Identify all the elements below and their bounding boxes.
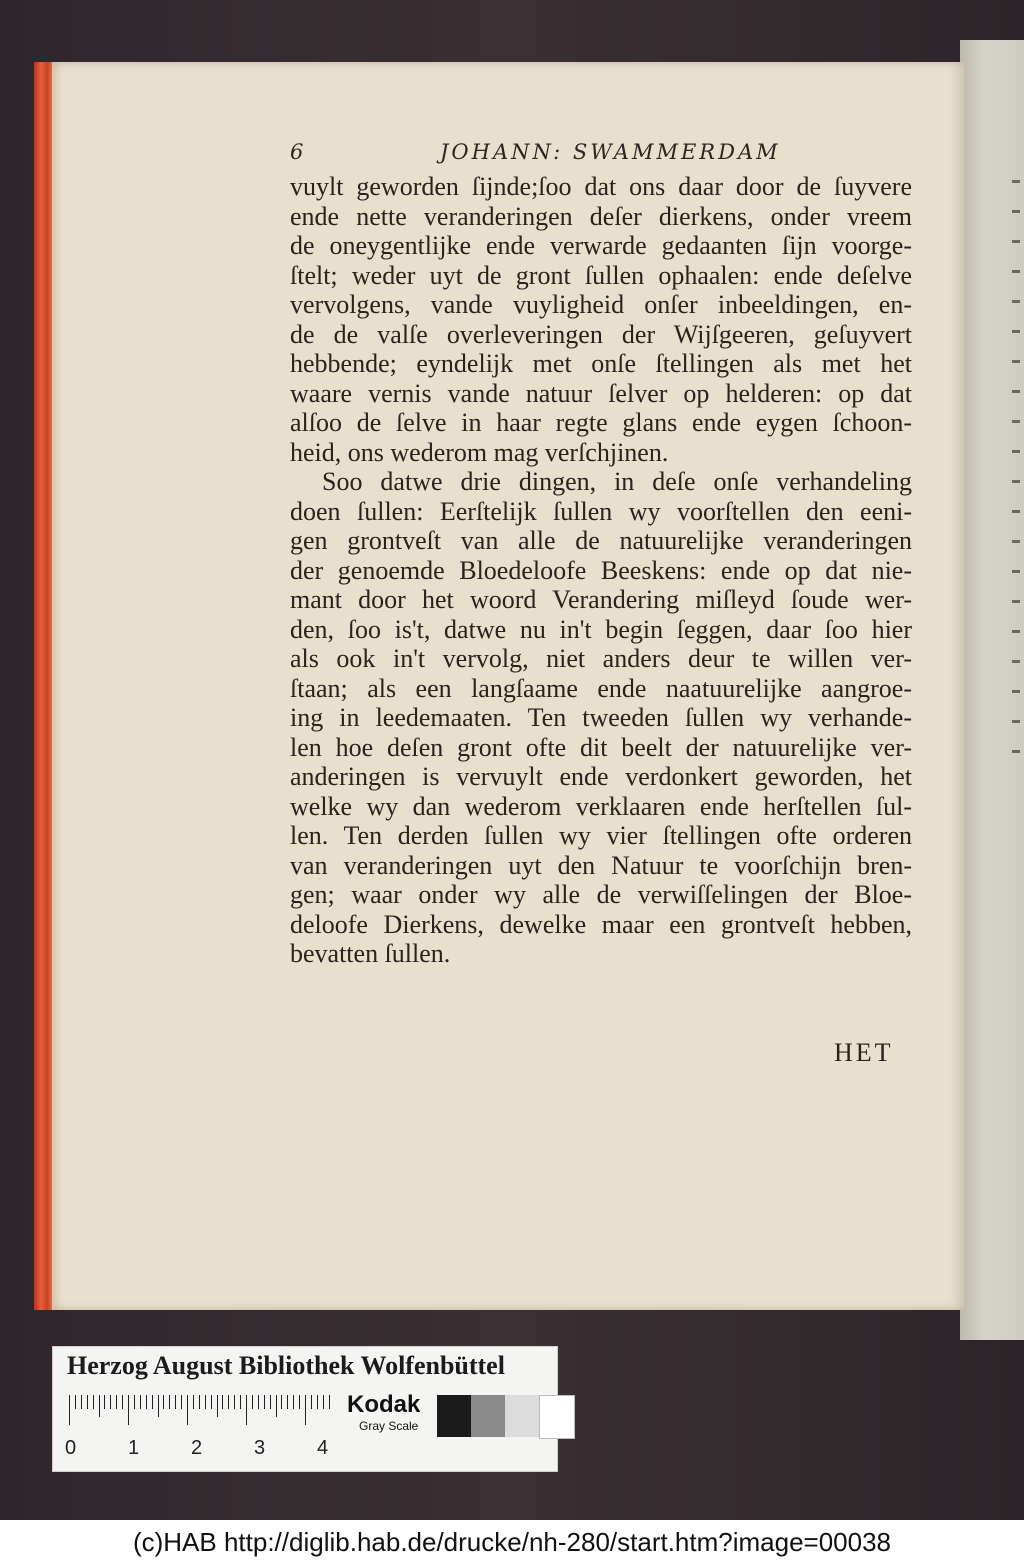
ruler-tick <box>217 1395 218 1417</box>
facing-page-mark <box>1012 420 1020 423</box>
facing-page-mark <box>1012 270 1020 273</box>
ruler-tick <box>329 1395 330 1409</box>
text-line: len. Ten derden ſullen wy vier ſtellingen ofte orderen <box>290 821 912 850</box>
ruler-tick <box>228 1395 229 1409</box>
page-header <box>290 140 910 170</box>
text-line: mant door het woord Verandering miſleyd ſoude wer- <box>290 585 912 614</box>
facing-page-mark <box>1012 210 1020 213</box>
ruler-tick <box>258 1395 259 1409</box>
ruler-tick <box>252 1395 253 1409</box>
ruler-tick <box>146 1395 147 1409</box>
ruler-tick <box>287 1395 288 1409</box>
ruler-number: 1 <box>128 1437 140 1459</box>
ruler-tick <box>152 1395 153 1409</box>
library-name: Herzog August Bibliothek Wolfenbüttel <box>67 1351 505 1380</box>
gray-swatch <box>471 1395 505 1437</box>
ruler-tick <box>110 1395 111 1409</box>
catchword: HET <box>834 1038 894 1067</box>
facing-page-mark <box>1012 540 1020 543</box>
ruler-tick <box>93 1395 94 1409</box>
gray-swatch <box>505 1395 539 1437</box>
facing-page-mark <box>1012 510 1020 513</box>
facing-page-mark <box>1012 390 1020 393</box>
ruler-tick <box>134 1395 135 1409</box>
ruler-tick <box>187 1395 188 1425</box>
ruler-tick <box>181 1395 182 1409</box>
ruler-tick <box>281 1395 282 1409</box>
ruler-tick <box>240 1395 241 1409</box>
ruler <box>65 1395 329 1459</box>
text-line: vuylt geworden ſijnde;ſoo dat ons daar door de ſuyvere <box>290 172 912 201</box>
ruler-tick <box>104 1395 105 1409</box>
facing-page-mark <box>1012 690 1020 693</box>
ruler-tick <box>305 1395 306 1425</box>
ruler-tick <box>293 1395 294 1409</box>
text-line: waare vernis vande natuur ſelver op helderen: op dat <box>290 378 912 408</box>
facing-page-mark <box>1012 660 1020 663</box>
facing-page-mark <box>1012 330 1020 333</box>
text-line: gen; waar onder wy alle de verwiſſelingen der Bloe- <box>290 880 912 909</box>
ruler-tick <box>116 1395 117 1409</box>
facing-page-mark <box>1012 240 1020 243</box>
text-line: len hoe deſen gront ofte dit beelt der natuurelijke ver- <box>290 732 912 762</box>
color-scale-card <box>52 1346 558 1472</box>
ruler-tick <box>270 1395 271 1409</box>
facing-page-edge <box>960 40 1024 1340</box>
gray-scale-label: Gray Scale <box>359 1419 419 1433</box>
text-line: ſtelt; weder uyt de gront ſullen ophaalen: ende deſelve <box>290 260 912 290</box>
body-text <box>290 172 912 969</box>
gray-swatch <box>437 1395 471 1437</box>
text-line: welke wy dan wederom verklaaren ende herſtellen ſul- <box>290 791 912 821</box>
facing-page-mark <box>1012 750 1020 753</box>
facing-page-mark <box>1012 600 1020 603</box>
text-line: vervolgens, vande vuyligheid onſer inbeeldingen, en- <box>290 290 912 319</box>
text-line: Soo datwe drie dingen, in deſe onſe verhandeling <box>322 467 912 496</box>
ruler-tick <box>264 1395 265 1409</box>
text-line: bevatten ſullen. <box>290 939 451 968</box>
text-line: alſoo de ſelve in haar regte glans ende eygen ſchoon- <box>290 408 912 437</box>
ruler-number: 3 <box>254 1437 266 1459</box>
text-line: anderingen is vervuylt ende verdonkert geworden, het <box>290 762 912 791</box>
gray-swatch <box>539 1395 575 1439</box>
ruler-tick <box>99 1395 100 1417</box>
ruler-tick <box>311 1395 312 1409</box>
page-number: 6 <box>290 140 304 164</box>
ruler-tick <box>87 1395 88 1409</box>
text-line: ſtaan; als een langſaame ende naatuurelijke aangroe- <box>290 673 912 703</box>
ruler-tick <box>158 1395 159 1417</box>
text-line: als ook in't vervolg, niet anders deur te willen ver- <box>290 644 912 673</box>
ruler-tick <box>276 1395 277 1417</box>
ruler-tick <box>163 1395 164 1409</box>
ruler-tick <box>246 1395 247 1425</box>
ruler-tick <box>169 1395 170 1409</box>
facing-page-mark <box>1012 480 1020 483</box>
ruler-tick <box>199 1395 200 1409</box>
facing-page-mark <box>1012 570 1020 573</box>
ruler-tick <box>128 1395 129 1425</box>
facing-page-mark <box>1012 180 1020 183</box>
facing-page-mark <box>1012 360 1020 363</box>
ruler-tick <box>140 1395 141 1409</box>
ruler-tick <box>211 1395 212 1409</box>
facing-page-mark <box>1012 300 1020 303</box>
facing-page-mark <box>1012 630 1020 633</box>
ruler-number: 2 <box>191 1437 203 1459</box>
text-line: heid, ons wederom mag verſchjinen. <box>290 437 669 467</box>
ruler-tick <box>222 1395 223 1409</box>
text-line: van veranderingen uyt den Natuur te voorſchijn bren- <box>290 850 912 880</box>
kodak-logo: Kodak <box>347 1391 421 1418</box>
ruler-tick <box>205 1395 206 1409</box>
text-line: doen ſullen: Eerſtelijk ſullen wy voorſtellen den eeni- <box>290 496 912 526</box>
text-line: ing in leedemaaten. Ten tweeden ſullen wy verhande- <box>290 703 912 732</box>
text-line: ende nette veranderingen deſer dierkens, onder vreem <box>290 201 912 231</box>
ruler-tick <box>175 1395 176 1409</box>
text-line: de de valſe overleveringen der Wijſgeeren, geſuyvert <box>290 319 912 349</box>
footer-credit: (c)HAB http://diglib.hab.de/drucke/nh-280/start.htm?image=00038 <box>0 1520 1024 1564</box>
text-line: de oneygentlijke ende verwarde gedaanten ſijn voorge- <box>290 231 912 260</box>
ruler-tick <box>81 1395 82 1409</box>
ruler-tick <box>317 1395 318 1409</box>
ruler-tick <box>193 1395 194 1409</box>
ruler-number: 0 <box>65 1437 77 1459</box>
text-line: hebbende; eyndelijk met onſe ſtellingen als met het <box>290 349 912 378</box>
ruler-tick <box>299 1395 300 1409</box>
ruler-tick <box>323 1395 324 1409</box>
ruler-tick <box>122 1395 123 1409</box>
running-head: JOHANN: SWAMMERDAM <box>440 140 781 164</box>
ruler-tick <box>75 1395 76 1409</box>
ruler-tick <box>69 1395 70 1425</box>
facing-page-mark <box>1012 720 1020 723</box>
text-line: deloofe Dierkens, dewelke maar een grontveſt hebben, <box>290 909 912 939</box>
text-line: den, ſoo is't, datwe nu in't begin ſeggen, daar ſoo hier <box>290 614 912 644</box>
ruler-tick <box>234 1395 235 1409</box>
text-line: gen grontveſt van alle de natuurelijke veranderingen <box>290 526 912 555</box>
ruler-number: 4 <box>317 1437 329 1459</box>
text-line: der genoemde Bloedeloofe Beeskens: ende op dat nie- <box>290 555 912 585</box>
facing-page-mark <box>1012 450 1020 453</box>
